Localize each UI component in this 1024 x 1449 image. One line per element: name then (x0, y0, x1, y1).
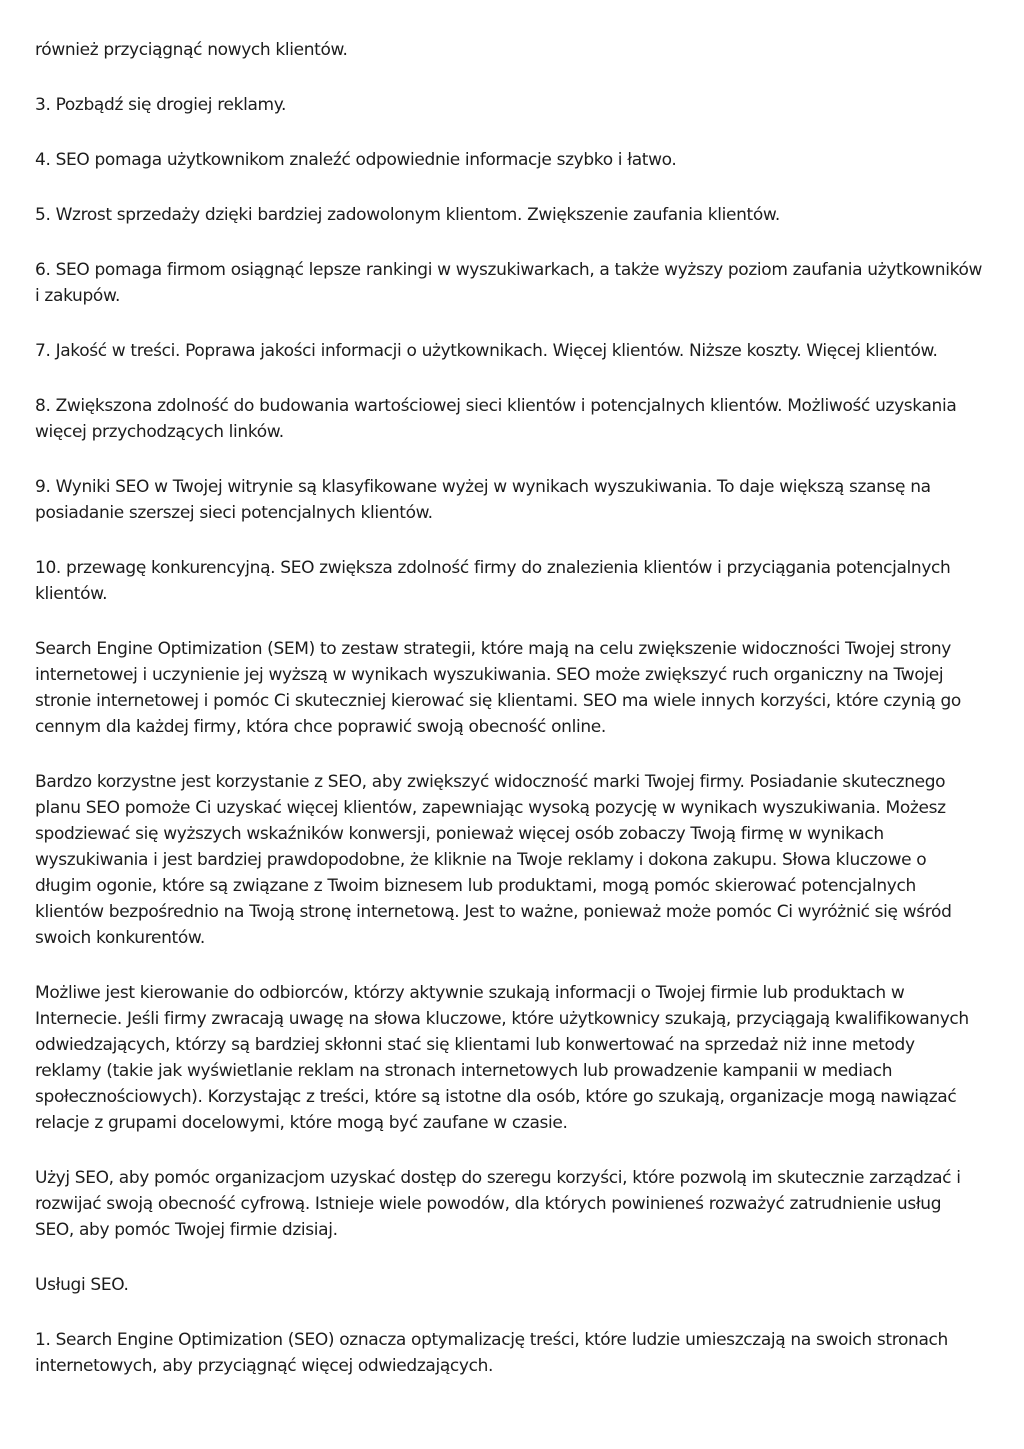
list-item-10: 10. przewagę konkurencyjną. SEO zwiększa zdolność firmy do znalezienia klientów i przyciągania potencjalnych klientów. (35, 558, 951, 604)
paragraph-use-seo: Użyj SEO, aby pomóc organizacjom uzyskać dostęp do szeregu korzyści, które pozwolą im skutecznie zarządzać i rozwijać swoją obecność cyfrową. Istnieje wiele powodów, dla których powinieneś rozważyć zatrudnienie usług SEO, aby pomóc Twojej firmie dzisiaj. (35, 1168, 961, 1240)
paragraph-audience-targeting: Możliwe jest kierowanie do odbiorców, którzy aktywnie szukają informacji o Twojej firmie lub produktach w Internecie. Jeśli firmy zwracają uwagę na słowa kluczowe, które użytkownicy szukają, przyciągają kwalifikowanych odwiedzających, którzy są bardziej skłonni stać się klientami lub konwertować na sprzedaż niż inne metody reklamy (takie jak wyświetlanie reklam na stronach internetowych lub prowadzenie kampanii w mediach społecznościowych). Korzystając z treści, które są istotne dla osób, które go szukają, organizacje mogą nawiązać relacje z grupami docelowymi, które mogą być zaufane w czasie. (35, 983, 969, 1133)
list-item-5: 5. Wzrost sprzedaży dzięki bardziej zadowolonym klientom. Zwiększenie zaufania klientów. (35, 205, 780, 225)
paragraph-brand-visibility: Bardzo korzystne jest korzystanie z SEO, aby zwiększyć widoczność marki Twojej firmy. Posiadanie skutecznego planu SEO pomoże Ci uzyskać więcej klientów, zapewniając wysoką pozycję w wynikach wyszukiwania. Możesz spodziewać się wyższych wskaźników konwersji, ponieważ więcej osób zobaczy Twoją firmę w wynikach wyszukiwania i jest bardziej prawdopodobne, że kliknie na Twoje reklamy i dokona zakupu. Słowa kluczowe o długim ogonie, które są związane z Twoim biznesem lub produktami, mogą pomóc skierować potencjalnych klientów bezpośrednio na Twoją stronę internetową. Jest to ważne, ponieważ może pomóc Ci wyróżnić się wśród swoich konkurentów. (35, 772, 952, 948)
list-item-4: 4. SEO pomaga użytkownikom znaleźć odpowiednie informacje szybko i łatwo. (35, 150, 677, 170)
list-item-7: 7. Jakość w treści. Poprawa jakości informacji o użytkownikach. Więcej klientów. Niższe koszty. Więcej klientów. (35, 341, 938, 361)
paragraph-continuation: również przyciągnąć nowych klientów. (35, 40, 348, 60)
list-item-9: 9. Wyniki SEO w Twojej witrynie są klasyfikowane wyżej w wynikach wyszukiwania. To daje większą szansę na posiadanie szerszej sieci potencjalnych klientów. (35, 477, 931, 523)
list-item-6: 6. SEO pomaga firmom osiągnąć lepsze rankingi w wyszukiwarkach, a także wyższy poziom zaufania użytkowników i zakupów. (35, 260, 983, 306)
list-item-3: 3. Pozbądź się drogiej reklamy. (35, 95, 287, 115)
paragraph-sem-definition: Search Engine Optimization (SEM) to zestaw strategii, które mają na celu zwiększenie widoczności Twojej strony internetowej i uczynienie jej wyższą w wynikach wyszukiwania. SEO może zwiększyć ruch organiczny na Twojej stronie internetowej i pomóc Ci skuteczniej kierować się klientami. SEO ma wiele innych korzyści, które czynią go cennym dla każdej firmy, która chce poprawić swoją obecność online. (35, 639, 961, 737)
section-heading-seo-services: Usługi SEO. (35, 1275, 129, 1295)
list-item-8: 8. Zwiększona zdolność do budowania wartościowej sieci klientów i potencjalnych klientów. Możliwość uzyskania więcej przychodzących linków. (35, 396, 957, 442)
services-item-1: 1. Search Engine Optimization (SEO) oznacza optymalizację treści, które ludzie umieszczają na swoich stronach internetowych, aby przyciągnąć więcej odwiedzających. (35, 1330, 948, 1376)
